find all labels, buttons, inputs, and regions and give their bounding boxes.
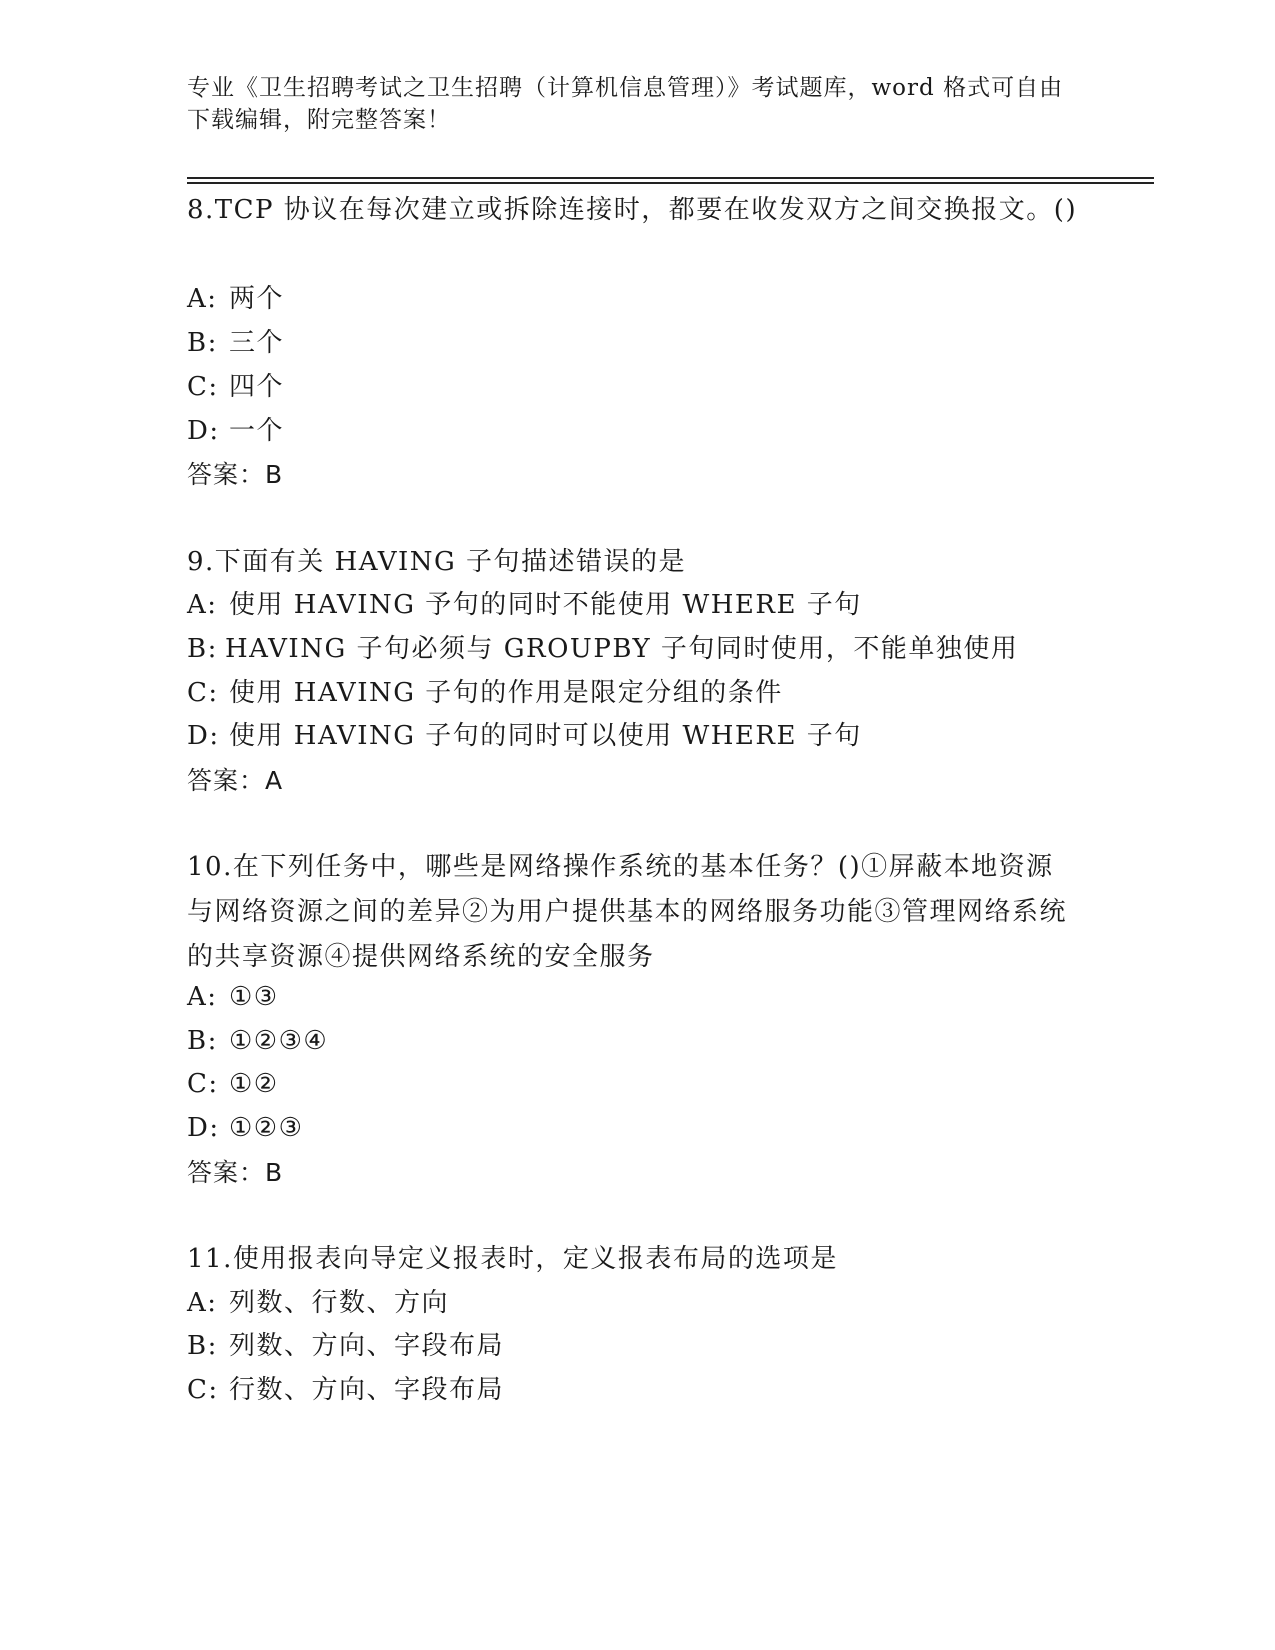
option-letter: A: bbox=[187, 1288, 218, 1318]
option-text: HAVING 子句必须与 GROUPBY 子句同时使用，不能单独使用 bbox=[225, 634, 1019, 664]
option-text: ①③ bbox=[229, 982, 279, 1012]
option-letter: C: bbox=[187, 678, 219, 708]
option-letter: B: bbox=[187, 634, 218, 664]
question-9-option-d bbox=[187, 714, 862, 759]
option-letter: C: bbox=[187, 1069, 219, 1099]
question-8-option-a bbox=[187, 277, 284, 322]
question-10-option-c bbox=[187, 1062, 279, 1107]
option-letter: B: bbox=[187, 328, 218, 358]
question-9-option-b bbox=[187, 627, 1018, 672]
option-letter: D: bbox=[187, 416, 220, 446]
question-9-answer: 答案：A bbox=[187, 766, 284, 795]
question-11-option-b bbox=[187, 1324, 504, 1369]
option-letter: B: bbox=[187, 1026, 218, 1056]
header-divider-top bbox=[187, 177, 1154, 179]
option-text: 列数、方向、字段布局 bbox=[229, 1331, 505, 1361]
question-8-stem: 8.TCP 协议在每次建立或拆除连接时，都要在收发双方之间交换报文。() bbox=[187, 195, 1078, 225]
question-8-option-c bbox=[187, 365, 284, 410]
option-letter: D: bbox=[187, 1113, 220, 1143]
question-11-option-a bbox=[187, 1281, 449, 1326]
option-text: 使用 HAVING 子句的同时可以使用 WHERE 子句 bbox=[229, 721, 862, 751]
question-9-stem: 9.下面有关 HAVING 子句描述错误的是 bbox=[187, 547, 687, 577]
question-8-option-b bbox=[187, 321, 284, 366]
option-text: 列数、行数、方向 bbox=[229, 1288, 450, 1318]
question-9-option-a bbox=[187, 583, 862, 628]
header-divider-bottom bbox=[187, 182, 1154, 184]
document-header: 专业《卫生招聘考试之卫生招聘（计算机信息管理）》考试题库，word 格式可自由下载编辑，附完整答案！ bbox=[187, 75, 1064, 133]
question-11-stem: 11.使用报表向导定义报表时，定义报表布局的选项是 bbox=[187, 1244, 838, 1274]
option-text: 三个 bbox=[229, 328, 285, 358]
option-text: 使用 HAVING 予句的同时不能使用 WHERE 子句 bbox=[229, 590, 862, 620]
question-10-answer: 答案：B bbox=[187, 1158, 284, 1187]
question-8-option-d bbox=[187, 409, 284, 454]
option-letter: A: bbox=[187, 284, 218, 314]
question-11-option-c bbox=[187, 1368, 504, 1413]
option-letter: A: bbox=[187, 590, 218, 620]
option-text: 四个 bbox=[229, 372, 285, 402]
question-8-answer: 答案：B bbox=[187, 460, 284, 489]
option-letter: D: bbox=[187, 721, 220, 751]
option-text: 两个 bbox=[229, 284, 285, 314]
question-10-stem: 10.在下列任务中，哪些是网络操作系统的基本任务？()①屏蔽本地资源与网络资源之间的差异②为用户提供基本的网络服务功能③管理网络系统的共享资源④提供网络系统的安全服务 bbox=[187, 852, 1068, 972]
question-10-option-a bbox=[187, 975, 279, 1020]
option-text: 行数、方向、字段布局 bbox=[229, 1375, 505, 1405]
option-letter: C: bbox=[187, 1375, 219, 1405]
option-text: ①②③ bbox=[229, 1113, 304, 1143]
option-text: 一个 bbox=[229, 416, 285, 446]
option-text: 使用 HAVING 子句的作用是限定分组的条件 bbox=[229, 678, 783, 708]
option-text: ①②③④ bbox=[229, 1026, 329, 1056]
option-letter: A: bbox=[187, 982, 218, 1012]
option-letter: C: bbox=[187, 372, 219, 402]
question-9-option-c bbox=[187, 671, 783, 716]
question-10-option-d bbox=[187, 1106, 303, 1151]
option-text: ①② bbox=[229, 1069, 279, 1099]
option-letter: B: bbox=[187, 1331, 218, 1361]
question-10-option-b bbox=[187, 1019, 328, 1064]
